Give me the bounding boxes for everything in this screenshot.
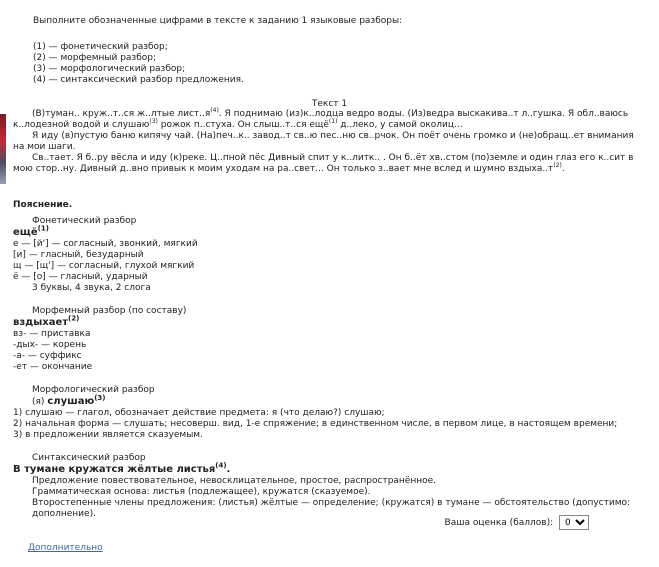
analysis-line: вз- — приставка [13,329,91,339]
task-marker: (3) [149,118,158,125]
task-instruction: Выполните обозначенные цифрами в тексте к заданию 1 языковые разборы: [33,16,403,26]
analyzed-word: ещё$^{(1)}$ [13,224,49,238]
text-passage [13,109,647,175]
task-item: (2) — морфемный разбор; [33,53,157,63]
analysis-line: [и] — гласный, безударный [13,250,144,260]
task-item: (1) — фонетический разбор; [33,42,168,52]
passage-paragraph [13,109,647,131]
text-title: Текст 1 [311,99,348,109]
analysis-line: 1) слушаю — глагол, обозначает действие предмета: я (что делаю?) слушаю; [13,408,385,418]
analysis-line: е — [й'] — согласный, звонкий, мягкий [13,239,198,249]
passage-paragraph [13,131,647,153]
phonetic-section [13,216,653,294]
analyzed-word: (я) слушаю$^{(3)}$ [32,394,106,407]
section-title: Фонетический разбор [32,216,137,226]
analysis-line: -ет — окончание [13,362,93,372]
passage-text: . [561,164,565,174]
task-item: (4) — синтаксический разбор предложения. [33,75,244,85]
grade-label: Ваша оценка (баллов): [444,518,554,528]
morphological-section [13,385,653,441]
section-title: Синтаксический разбор [32,453,146,463]
analyzed-sentence: В тумане кружатся жёлтые листья$^{(4)}$. [13,461,231,475]
passage-text: (В)туман.. круж..т..ся ж..лтые лист..я [32,109,211,119]
analysis-line: 3) в предложении является сказуемым. [13,430,203,440]
analyzed-word: вздыхает$^{(2)}$ [13,314,80,328]
analysis-line: Предложение повествовательное, невосклицательное, простое, распространённое. [32,476,437,486]
morphemic-section [13,306,653,373]
task-item: (3) — морфологический разбор; [33,64,186,74]
section-title: Морфологический разбор [32,385,155,395]
analysis-line: щ — [щ'] — согласный, глухой мягкий [13,261,195,271]
more-link[interactable]: Дополнительно [28,543,103,553]
analysis-line: ё — [о] — гласный, ударный [13,272,148,282]
grade-control [445,515,589,530]
task-marker: (4) [210,107,219,114]
analysis-line: -дых- — корень [13,340,87,350]
task-list [33,42,244,86]
task-marker: (2) [553,162,562,169]
grade-select[interactable] [559,515,589,530]
solution [13,200,653,532]
analysis-line: Грамматическая основа: листья (подлежащее), кружатся (сказуемое). [32,487,371,497]
passage-text: . Я поднимаю (из)к..лодца ведро воды. (Из)ведра выскакива..т л..гушка. Я обл..ваюсь к..лодезной водой и слушаю [13,109,629,130]
passage-paragraph [13,153,647,175]
solution-heading: Пояснение. [13,200,73,210]
analysis-line: -а- — суффикс [13,351,82,361]
syntactic-section [13,453,653,520]
side-image-strip [0,114,6,184]
section-title: Морфемный разбор (по составу) [32,306,187,316]
analysis-line: 2) начальная форма — слушать; несоверш. вид, 1-е спряжение; в единственном числе, в первом лице, в настоящем времени; [13,419,618,429]
analysis-summary: 3 буквы, 4 звука, 2 слога [32,283,151,293]
passage-text: д..леко, у самой околиц... [337,120,463,130]
passage-text: Св..тает. Я б..ру вёсла и иду (к)реке. Ц..пной пёс Дивный спит у к..литк.. . Он б..ёт хв..стом (по)земле и один глаз его к..сит в мою стор..ну. Дивный д..вно привык к моим уходам на ра..свет... Он только з..вает мне вслед и шумно вздыха..т [13,153,634,174]
analysis-line: Второстепенные члены предложения: (листья) жёлтые — определение; (кружатся) в тумане — обстоятельство (допустимо: дополнение). [32,498,631,519]
passage-text: рожок п..стуха. Он слыш..т..ся ещё [157,120,329,130]
task-marker: (1) [328,118,338,125]
passage-text: Я иду (в)пустую баню кипячу чай. (На)печ..к.. завод..т св..ю пес..ню св..рчок. Он поёт очень громко и (не)обращ..ет внимания на мои шаги. [13,131,634,152]
